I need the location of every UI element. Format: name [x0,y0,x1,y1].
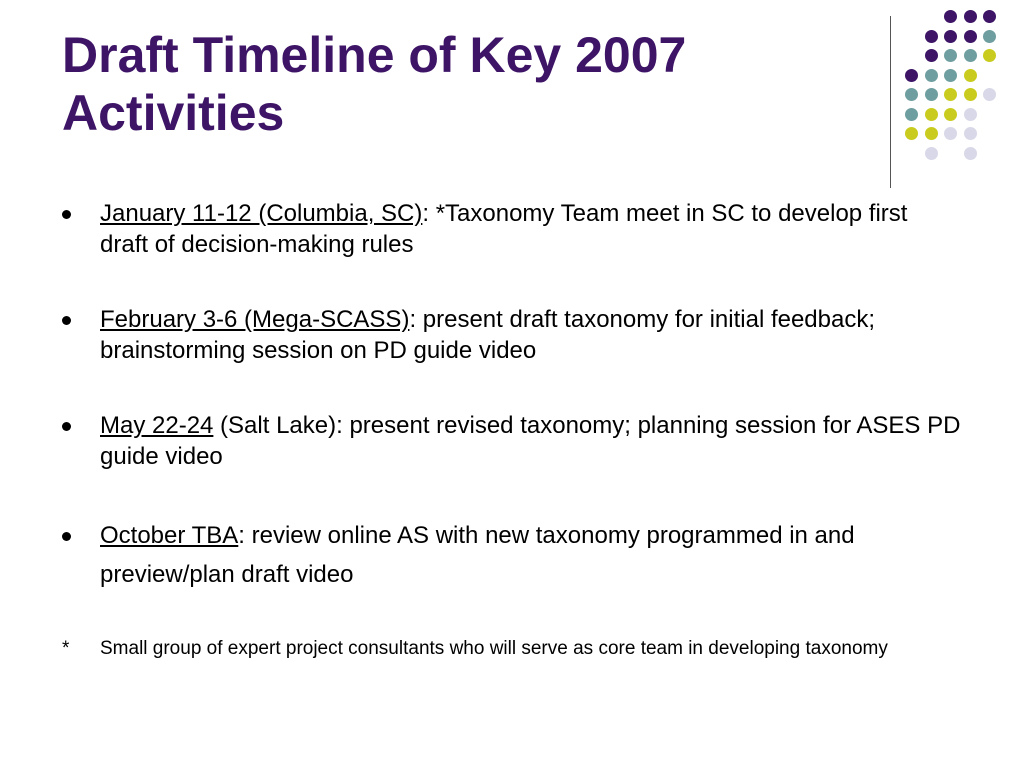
bullet-text-february: : present draft taxonomy for initial feedback; brainstorming session on PD guide video [100,306,876,364]
bullet-item-october [62,516,962,594]
decorative-dot [905,127,918,140]
slide-title-line-1: Draft Timeline of Key 2007 [62,27,687,83]
decorative-dot [905,108,918,121]
bullet-text-may: (Salt Lake): present revised taxonomy; planning session for ASES PD guide video [100,412,961,470]
bullet-text-october: : review online AS with new taxonomy programmed in and preview/plan draft video [100,522,855,588]
bullet-item-may [62,410,962,472]
decorative-dot [983,10,996,23]
decorative-dot [964,10,977,23]
decorative-dot [964,30,977,43]
bullet-text-january: : *Taxonomy Team meet in SC to develop first draft of decision-making rules [100,200,908,258]
decorative-dot [925,147,938,160]
decorative-dot [905,88,918,101]
bullet-date-february: February 3-6 (Mega-SCASS) [100,306,410,333]
decorative-dot [964,108,977,121]
footnote-marker: * [62,638,70,659]
vertical-divider [890,16,891,188]
decorative-dot [944,88,957,101]
bullet-date-october: October TBA [100,522,239,549]
decorative-dot [925,69,938,82]
decorative-dot [925,88,938,101]
decorative-dot [905,69,918,82]
bullet-date-may: May 22-24 [100,412,214,439]
decorative-dot [925,127,938,140]
bullet-marker [62,532,71,541]
decorative-dot [925,108,938,121]
bullet-list [62,198,962,661]
bullet-marker [62,210,71,219]
decorative-dot [944,108,957,121]
decorative-dot [983,88,996,101]
decorative-dot-grid [905,10,1015,170]
bullet-item-january [62,198,962,260]
bullet-marker [62,422,71,431]
decorative-dot [944,30,957,43]
decorative-dot [983,49,996,62]
decorative-dot [944,127,957,140]
decorative-dot [944,69,957,82]
decorative-dot [925,30,938,43]
decorative-dot [964,127,977,140]
decorative-dot [964,147,977,160]
decorative-dot [983,30,996,43]
bullet-date-january: January 11-12 (Columbia, SC) [100,200,423,227]
bullet-item-february [62,304,962,366]
bullet-marker [62,316,71,325]
slide-title [62,26,862,142]
decorative-dot [925,49,938,62]
footnote-text: Small group of expert project consultants who will serve as core team in developing taxonomy [100,638,888,659]
slide-title-line-2: Activities [62,85,285,141]
footnote [62,636,962,661]
decorative-dot [964,69,977,82]
decorative-dot [964,88,977,101]
decorative-dot [944,10,957,23]
decorative-dot [964,49,977,62]
decorative-dot [944,49,957,62]
